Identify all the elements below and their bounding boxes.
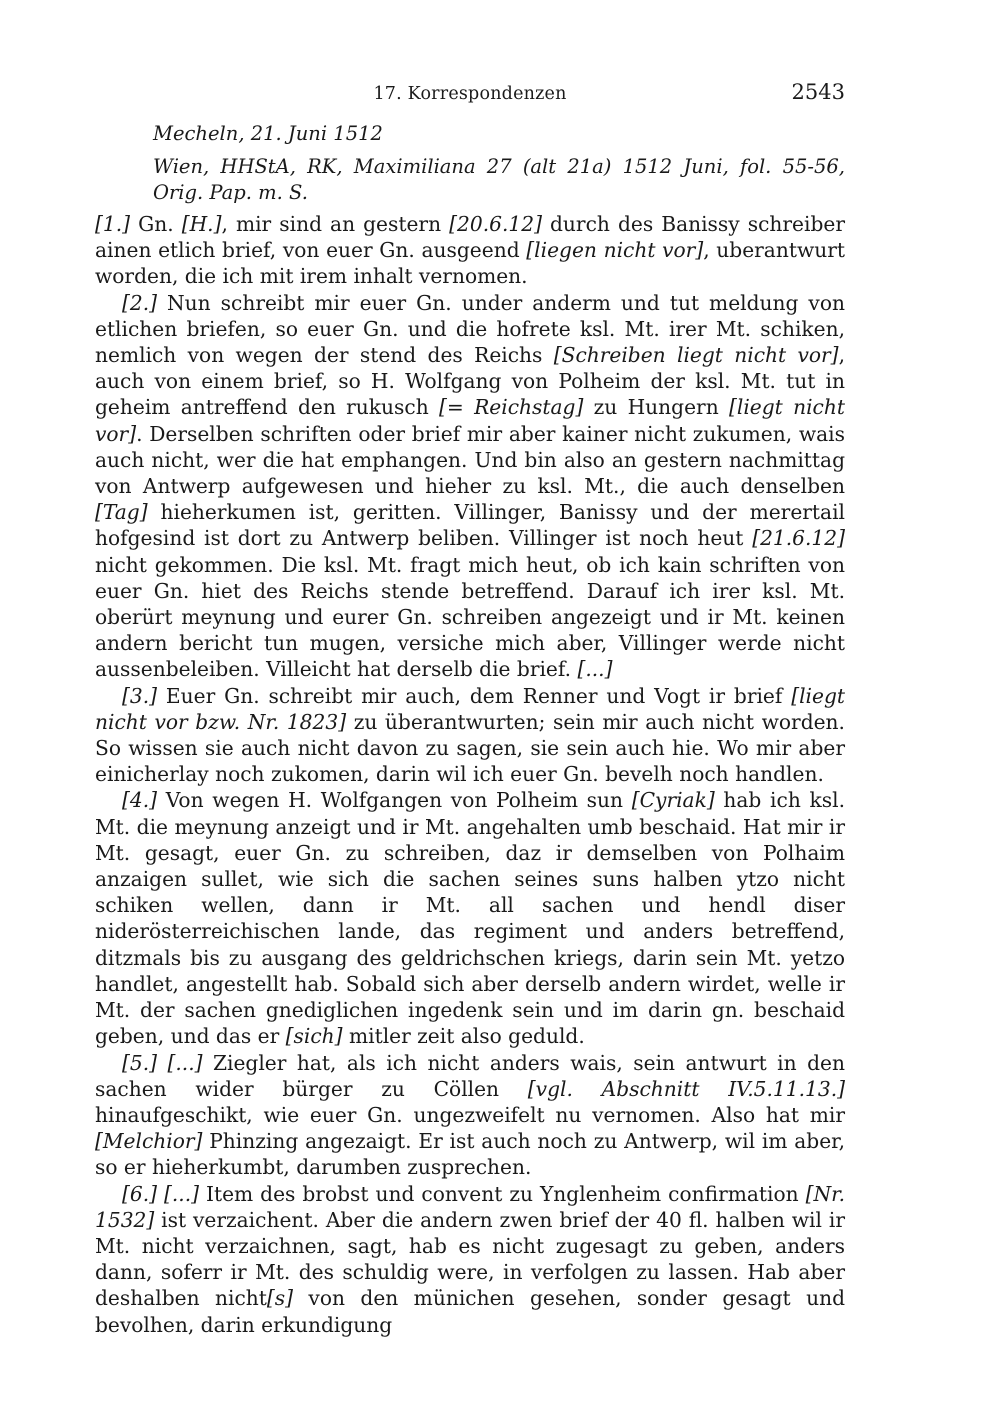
editorial-note: [2.] [122,290,158,315]
paragraph-3 [95,683,845,788]
text-run: hab ich ksl. Mt. die meynung anzeigt und ir Mt. angehalten umb beschaid. Hat mir ir Mt. gesagt, euer Gn. zu schreiben, daz ir demselben von Polhaim anzaigen sullet, wie sich die sachen seines suns halben ytzo nicht schiken wellen, dann ir Mt. all sachen und hendl diser niderösterreichischen lande, das regiment und anders betreffend, ditzmals bis zu ausgang des geldrichschen kriegs, darin sein Mt. yetzo handlet, angestellt hab. Sobald sich aber derselb andern wirdet, welle ir Mt. der sachen gnediglichen ingedenk sein und im darin gn. beschaid geben, und das er [95,788,845,1049]
editorial-note: [21.6.12] [752,526,845,551]
editorial-note: [liegt nicht vor] [95,395,845,446]
text-run: hieherkumen ist, geritten. Villinger, Banissy und der merertail hofgesind ist dort zu Antwerp beliben. Villinger ist noch heut [95,500,845,551]
text-run: , auch von einem brief, so H. Wolfgang von Polheim der ksl. Mt. tut in geheim antreffend den rukusch [95,343,845,420]
running-title: 17. Korrespondenzen [373,84,567,104]
text-run: , mir sind an gestern [221,212,450,236]
editorial-note: [Schreiben liegt nicht vor] [553,343,839,368]
editorial-note: [= Reichstag] [439,395,584,420]
text-run: ist verzaichent. Aber die andern zwen brief der 40 fl. halben wil ir Mt. nicht verzaichnen, sagt, hab es nicht zugesagt zu geben, anders dann, soferr ir Mt. des schuldig were, in verfolgen zu lassen. Hab aber deshalben nicht [95,1207,845,1311]
editorial-note: [sich] [285,1024,343,1049]
text-run: zu Hungern [583,395,730,420]
text-run: Euer Gn. schreibt mir auch, dem Renner und Vogt ir brief [157,683,792,708]
paragraph-4 [95,787,845,1049]
archival-source: Wien, HHStA, RK, Maximiliana 27 (alt 21a) 1512 Juni, fol. 55-56, Orig. Pap. m. S. [153,155,845,204]
text-run: von den münichen gesehen, sonder gesagt und bevolhen, darin erkundigung [95,1286,846,1337]
text-run: Item des brobst und convent zu Ynglenheim confirmation [199,1181,806,1206]
text-run: Ziegler hat, als ich nicht anders wais, sein antwurt in den sachen wider bürger zu Cöllen [95,1050,845,1101]
paragraph-5 [95,1050,845,1181]
editorial-note: [...] [577,657,613,682]
text-run: hinaufgeschikt, wie euer Gn. ungezweifelt nu vernomen. Also hat mir [95,1102,845,1127]
page-header [95,80,845,110]
editorial-note: [H.] [181,212,222,236]
place-date-line: Mecheln, 21. Juni 1512 [153,122,383,145]
editorial-note: [4.] [122,788,158,813]
editorial-note: [3.] [122,683,158,708]
text-run: Nun schreibt mir euer Gn. under anderm und tut meldung von etlichen briefen, so euer Gn. und die hofrete ksl. Mt. irer Mt. schiken, nemlich von wegen der stend des Reichs [95,290,845,368]
letter-body [95,211,845,1338]
paragraph-2 [95,290,845,683]
text-run: zu überantwurten; sein mir auch nicht worden. So wissen sie auch nicht davon zu sagen, sie sein auch hie. Wo mir aber einicherlay noch zukomen, darin wil ich euer Gn. bevelh noch handlen. [95,709,845,787]
text-run: , uberantwurt worden, die ich mit irem inhalt vernomen. [95,238,845,289]
editorial-note: [liegt nicht vor bzw. Nr. 1823] [95,683,845,734]
paragraph-1 [95,211,845,290]
paragraph-6 [95,1181,845,1338]
text-run: Von wegen H. Wolfgangen von Polheim sun [157,788,632,813]
editorial-note: [Melchior] [95,1129,203,1154]
text-run: nicht gekommen. Die ksl. Mt. fragt mich heut, ob ich kain schriften von euer Gn. hiet des Reichs stende betreffend. Darauf ich irer ksl. Mt. oberürt meynung und eurer Gn. schreiben angezeigt und ir Mt. keinen andern bericht tun mugen, versiche mich aber, Villinger werde nicht aussenbeleiben. Villeicht hat derselb die brief. [95,552,845,682]
editorial-note: [Nr. 1532] [95,1181,845,1232]
document-page [95,0,845,1418]
editorial-note: [s] [266,1286,294,1311]
editorial-note: [Cyriak] [631,788,715,813]
text-run: mitler zeit also geduld. [342,1024,585,1049]
page-number: 2543 [791,80,845,104]
text-run: durch des Banissy schreiber ainen etlich brief, von euer Gn. ausgeend [95,212,845,263]
editorial-note: [liegen nicht vor] [526,238,704,263]
editorial-note: [1.] [95,212,131,236]
text-run: Phinzing angezaigt. Er ist auch noch zu Antwerp, wil im aber, so er hieherkumbt, darumben zusprechen. [95,1129,845,1180]
text-run: . Derselben schriften oder brief mir aber kainer nicht zukumen, wais auch nicht, wer die hat emphangen. Und bin also an gestern nachmittag von Antwerp aufgewesen und hieher zu ksl. Mt., die auch denselben [95,421,845,499]
text-run: Gn. [130,212,182,236]
editorial-note: [Tag] [95,500,148,525]
editorial-note: [vgl. Abschnitt IV.5.11.13.] [527,1076,845,1101]
editorial-note: [20.6.12] [449,212,542,236]
editorial-note: [5.] [...] [122,1050,203,1075]
editorial-note: [6.] [...] [122,1181,200,1206]
